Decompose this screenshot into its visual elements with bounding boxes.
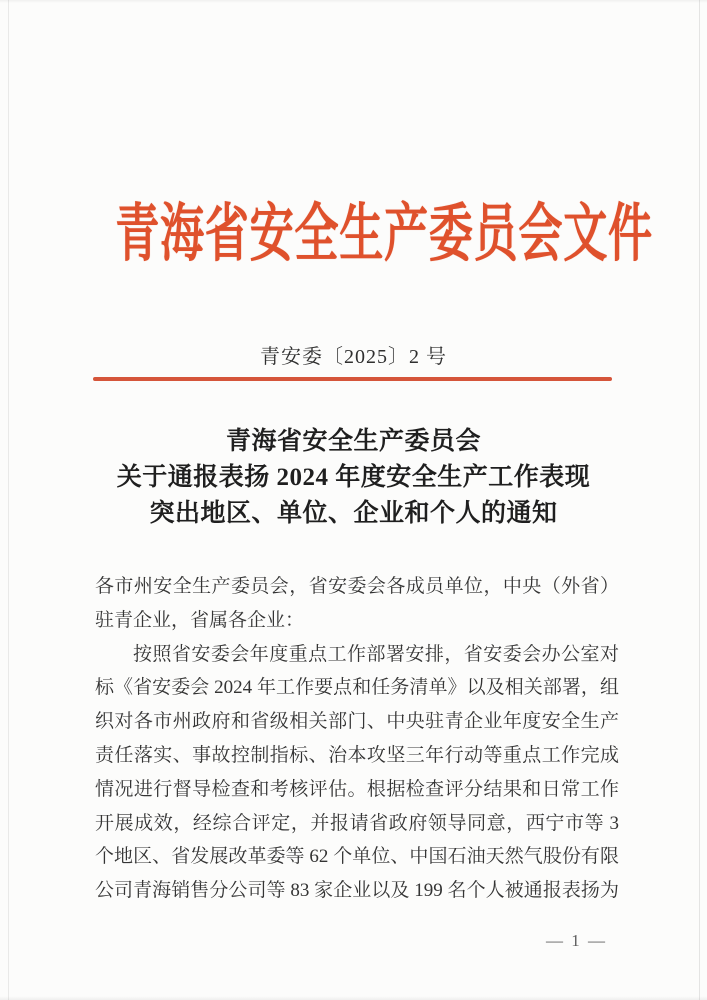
document-number: 青安委〔2025〕2 号 bbox=[260, 346, 447, 368]
page-number: — 1 — bbox=[546, 931, 607, 950]
body-line: 按照省安委会年度重点工作部署安排，省安委会办公室对 bbox=[133, 643, 619, 665]
document-body bbox=[95, 570, 619, 908]
letterhead-title-text: 青海省安全生产委员会文件 bbox=[115, 199, 653, 269]
body-line: 开展成效，经综合评定，并报请省政府领导同意，西宁市等 3 bbox=[95, 812, 619, 834]
body-line: 标《省安委会 2024 年工作要点和任务清单》以及相关部署，组 bbox=[95, 677, 619, 699]
document-title-line-1: 青海省安全生产委员会 bbox=[225, 428, 481, 455]
body-line: 责任落实、事故控制指标、治本攻坚三年行动等重点工作完成 bbox=[95, 744, 619, 766]
body-line: 各市州安全生产委员会，省安委会各成员单位，中央（外省） bbox=[95, 576, 619, 597]
body-line: 驻青企业，省属各企业： bbox=[95, 609, 305, 631]
body-line: 织对各市州政府和省级相关部门、中央驻青企业年度安全生产 bbox=[95, 711, 619, 733]
body-line: 情况进行督导检查和考核评估。根据检查评分结果和日常工作 bbox=[95, 778, 619, 800]
red-letterhead-title bbox=[0, 201, 707, 267]
document-title-line-2: 关于通报表扬 2024 年度安全生产工作表现 bbox=[116, 464, 591, 491]
scan-edge-bottom bbox=[0, 996, 707, 1000]
document-title-line-3: 突出地区、单位、企业和个人的通知 bbox=[149, 500, 558, 527]
document-title bbox=[0, 424, 707, 532]
body-line: 个地区、省发展改革委等 62 个单位、中国石油天然气股份有限 bbox=[95, 846, 619, 868]
body-line: 公司青海销售分公司等 83 家企业以及 199 名个人被通报表扬为 bbox=[95, 880, 619, 902]
scan-edge-top bbox=[0, 0, 707, 3]
red-divider-line bbox=[93, 377, 612, 381]
